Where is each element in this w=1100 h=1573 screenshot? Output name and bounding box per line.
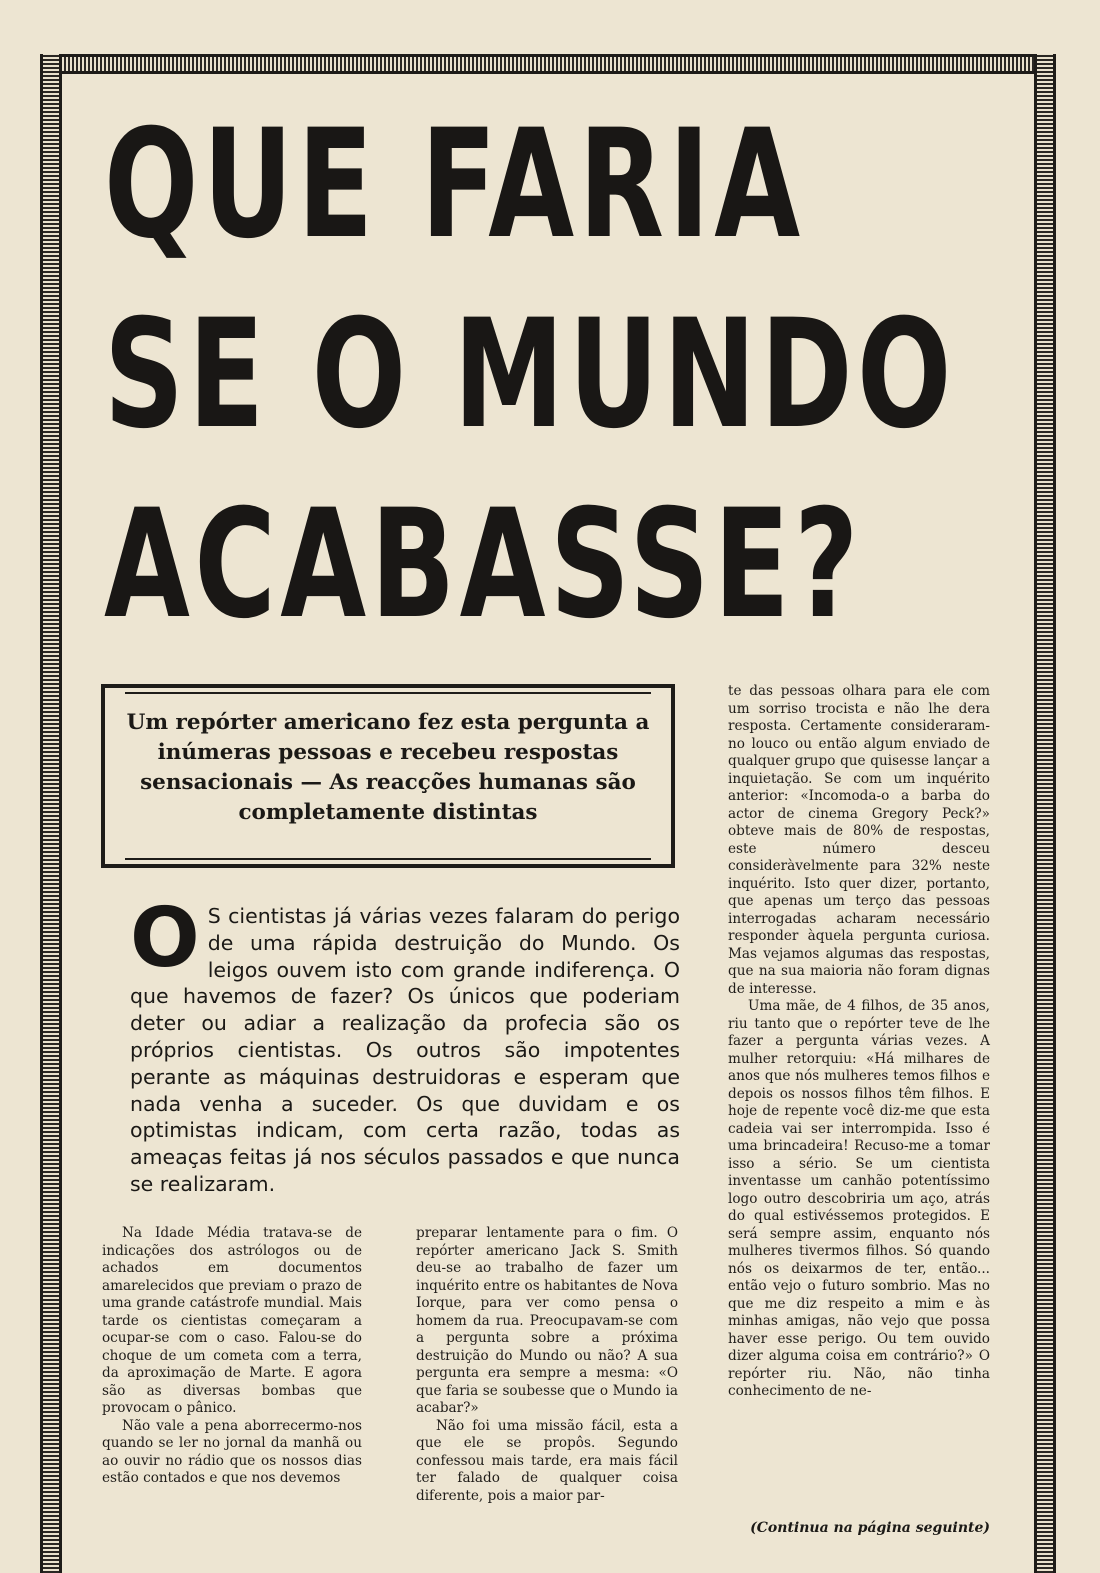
subheading-box [101,684,675,868]
article-column-1 [102,1225,362,1488]
headline-line-3: ACABASSE? [104,478,863,652]
column-2-paragraph-1: preparar lentamente para o fim. O repórter americano Jack S. Smith deu-se ao trabalho de fazer um inquérito entre os habitantes de Nova Iorque, para ver como pensa o homem da rua. Preocupavam-se com a pergunta sobre a próxima destruição do Mundo ou não? A sua pergunta era sempre a mesma: «O que faria se soubesse que o Mundo ia acabar?» [416,1225,678,1416]
article-column-3 [728,683,990,1401]
column-1-paragraph-2: Não vale a pena aborrecermo-nos quando se ler no jornal da manhã ou ao ouvir no rádio que os nossos dias estão contados e que nos devemos [102,1417,362,1486]
column-1-paragraph-1: Na Idade Média tratava-se de indicações dos astrólogos ou de achados em documentos amarelecidos que previam o prazo de uma grande catástrofe mundial. Mais tarde os cientistas começaram a ocupar-se com o caso. Falou-se do choque de um cometa com a terra, da aproximação de Marte. E agora são as diversas bombas que provocam o pânico. [102,1225,362,1416]
column-2-paragraph-2: Não foi uma missão fácil, esta a que ele se propôs. Segundo confessou mais tarde, era mais fácil ter falado de qualquer coisa diferente, pois a maior par- [416,1417,678,1504]
page-border-left [40,54,62,1573]
headline-line-2: SE O MUNDO [104,288,956,462]
subheading-text: Um repórter americano fez esta pergunta a inúmeras pessoas e recebeu respostas sensacionais — As reacções humanas são completamente distintas [126,710,650,825]
article-column-2 [416,1225,678,1505]
page-border-right [1034,54,1056,1573]
intro-dropcap: O [130,891,200,986]
intro-text: S cientistas já várias vezes falaram do perigo de uma rápida destruição do Mundo. Os leigos ouvem isto com grande indiferença. O que havemos de fazer? Os únicos que poderiam deter ou adiar a realização da profecia são os próprios cientistas. Os outros são impotentes perante as máquinas destruidoras e esperam que nada venha a suceder. Os que duvidam e os optimistas indicam, com certa razão, todas as ameaças feitas já nos séculos passados e que nunca se realizaram. [130,904,680,1196]
headline-line-1: QUE FARIA [104,98,805,272]
column-3-paragraph-2: Uma mãe, de 4 filhos, de 35 anos, riu tanto que o repórter teve de lhe fazer a pergunta várias vezes. A mulher retorquiu: «Há milhares de anos que nós mulheres temos filhos e depois os nossos filhos têm filhos. E hoje de repente você diz-me que esta cadeia vai ser interrompida. Isso é uma brincadeira! Recuso-me a tomar isso a sério. Se um cientista inventasse um canhão potentíssimo logo outro descobriria um aço, atrás do qual estivéssemos protegidos. E será sempre assim, enquanto nós mulheres tivermos filhos. Só quando nós os deixarmos de ter, então... então vejo o futuro sombrio. Mas no que me diz respeito a mim e às minhas amigas, não vejo que possa haver esse perigo. Ou tem ouvido dizer alguma coisa em contrário?» O repórter riu. Não, não tinha conhecimento de ne- [728,998,990,1399]
column-3-paragraph-1: te das pessoas olhara para ele com um sorriso trocista e não lhe dera resposta. Certamente consideraram-no louco ou então algum enviado de qualquer grupo que quisesse lançar a inquietação. Se com um inquérito anterior: «Incomoda-o a barba do actor de cinema Gregory Peck?» obteve mais de 80% de respostas, este número desceu consideràvelmente para 32% neste inquérito. Isto quer dizer, portanto, que apenas um terço das pessoas interrogadas acharam necessário responder àquela pergunta curiosa. Mas vejamos algumas das respostas, que na sua maioria não foram dignas de interesse. [728,683,990,997]
intro-paragraph [130,891,680,1198]
continuation-note: (Continua na página seguinte) [750,1520,990,1536]
page-border-top [40,54,1056,74]
